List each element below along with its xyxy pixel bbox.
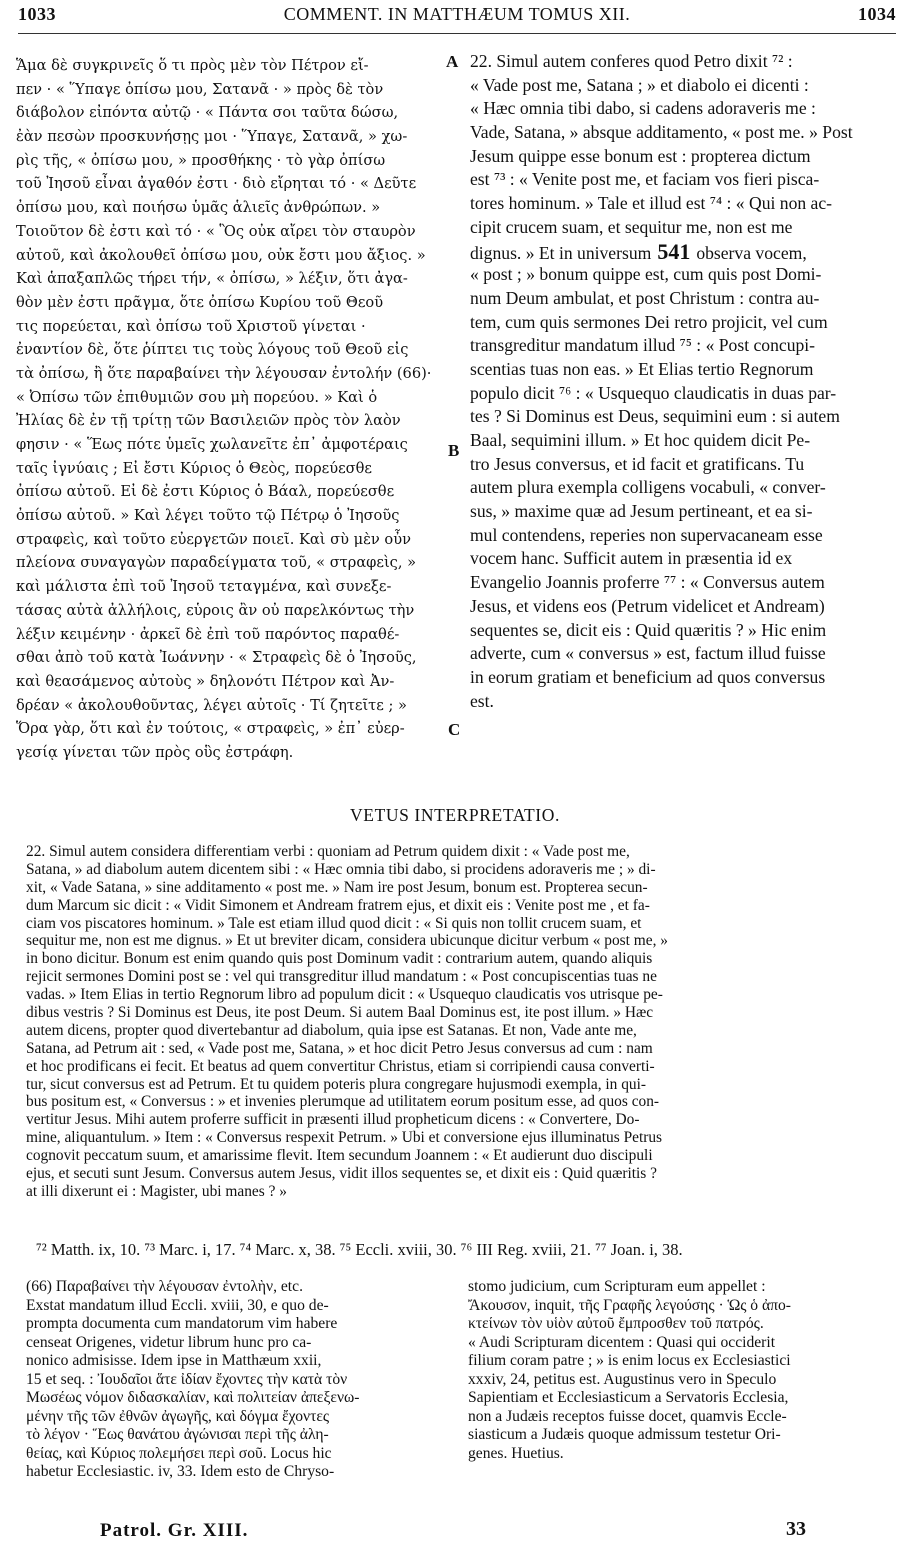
greek-line: Ἅμα δὲ συγκρινεῖς ὅ τι πρὸς μὲν τὸν Πέτρον εἴ- [16, 57, 369, 74]
greek-line: « Ὀπίσω τῶν ἐπιθυμιῶν σου μὴ πορεύου. » Καὶ ὁ [16, 388, 378, 406]
vetus-line: in bono dicitur. Bonum est enim quando quis post Dominum vadit : contrarium autem, quando aliquis [26, 950, 653, 968]
column-number-left: 1033 [18, 4, 56, 24]
greek-line: τοῦ Ἰησοῦ εἶναι ἀγαθόν ἐστι · διὸ εἴρηται τό · « Δεῦτε [16, 175, 417, 193]
latin-line: adverte, cum « conversus » est, factum illud fuisse [470, 643, 826, 664]
note-line: Exstat mandatum illud Eccli. xviii, 30, e quo de- [26, 1296, 329, 1314]
greek-line: γεσίᾳ γίνεται τῶν πρὸς οὓς ἐστράφη. [16, 743, 294, 761]
note-line: μένην τῆς τῶν ἐθνῶν ἀγωγῆς, καὶ δόγμα ἔχοντες [26, 1407, 330, 1425]
column-number-right: 1034 [858, 4, 896, 24]
greek-line: αὐτοῦ, καὶ ἀκολουθεῖ ὀπίσω μου, οὐκ ἔστι μου ἄξιος. » [16, 246, 426, 264]
greek-line: Καὶ ἁπαξαπλῶς τήρει τήν, « ὀπίσω, » λέξιν, ὅτι ἀγα- [16, 270, 408, 288]
latin-line: sus, » maxime quæ ad Jesum pertineant, et ea si- [470, 501, 813, 522]
greek-line: ὀπίσω αὐτοῦ. Εἰ δὲ ἐστι Κύριος ὁ Βάαλ, πορεύεσθε [16, 483, 395, 501]
latin-line: populo dicit ⁷⁶ : « Usquequo claudicatis in duas par- [470, 382, 837, 403]
margin-letter-b: B [448, 441, 460, 460]
greek-line: ἐὰν πεσὼν προσκυνήσῃς μοι · Ὕπαγε, Σατανᾶ, » χω- [16, 128, 408, 146]
latin-line: tem, cum quis sermones Dei retro projicit, vel cum [470, 311, 828, 332]
vetus-line: 22. Simul autem considera differentiam verbi : quoniam ad Petrum quidem dixit : « Vade post me, [26, 843, 630, 860]
latin-line: 22. Simul autem conferes quod Petro dixit ⁷² : [470, 51, 793, 71]
vetus-line: cognovit peccatum suum, et amarissime flevit. Item secundum Joannem : « Et audierunt duo discipuli [26, 1147, 653, 1165]
greek-line: φησιν · « Ἕως πότε ὑμεῖς χωλανεῖτε ἐπ᾽ ἀμφοτέραις [16, 436, 408, 453]
latin-text-column [470, 50, 900, 713]
vetus-line: mine, aliquantulum. » Item : « Conversus respexit Petrum. » Ubi et conversione ejus illuminatus Petrus [26, 1129, 663, 1147]
latin-line: « Vade post me, Satana ; » et diabolo ei dicenti : [470, 74, 809, 95]
greek-line: στραφεὶς, καὶ τοῦτο εὐεργετῶν ποιεῖ. Καὶ σὺ μὲν οὖν [16, 530, 411, 548]
latin-line: num Deum ambulat, et post Christum : contra au- [470, 287, 820, 308]
greek-line: τάσας αὐτὰ ἀλλήλοις, εὑροις ἂν οὐ παρελκόντως τὴν [16, 601, 415, 619]
notes-right-column [468, 1278, 898, 1463]
note-line: stomo judicium, cum Scripturam eum appellet : [468, 1278, 766, 1295]
greek-line: Ὅρα γὰρ, ὅτι καὶ ἐν τούτοις, « στραφεὶς, » ἐπ᾽ εὐερ- [16, 720, 405, 738]
note-line: τὸ λέγον · Ἕως θανάτου ἀγώνισαι περὶ τῆς ἀλη- [26, 1426, 329, 1443]
greek-line: δρέαν « ἀκολουθοῦντας, λέγει αὐτοῖς · Τί ζητεῖτε ; » [16, 696, 407, 714]
greek-text-column [16, 54, 446, 765]
greek-line: τὰ ὀπίσω, ἢ ὅτε παραβαίνει τὴν λέγουσαν ἐντολήν (66)· [16, 364, 432, 382]
latin-line: est. [470, 690, 494, 711]
greek-line: διάβολον εἰπόντα αὐτῷ · « Πάντα σοι ταῦτα δώσω, [16, 104, 399, 122]
greek-line: ρὶς τῆς, « ὀπίσω μου, » προσθήκης · τὸ γὰρ ὀπίσω [16, 151, 386, 169]
latin-line: sequentes se, dicit eis : Quid quæritis ? » Hic enim [470, 619, 827, 640]
latin-line: tro Jesus conversus, et id facit et gratificans. Tu [470, 453, 805, 474]
latin-line: tores hominum. » Tale et illud est ⁷⁴ : « Qui non ac- [470, 193, 833, 214]
greek-line: θὸν μὲν ἐστι πρᾶγμα, ὅτε ὀπίσω Κυρίου τοῦ Θεοῦ [16, 293, 384, 311]
latin-line: scentias tuas non eas. » Et Elias tertio Regnorum [470, 358, 814, 379]
greek-line: καὶ θεασάμενος αὐτοὺς » δηλονότι Πέτρον καὶ Ἀν- [16, 672, 395, 690]
note-line: κτείνων τὸν υἱὸν αὐτοῦ ἔμπροσθεν τοῦ πατρός. [468, 1315, 764, 1332]
footnotes: ⁷² Matth. ix, 10. ⁷³ Marc. i, 17. ⁷⁴ Marc. x, 38. ⁷⁵ Eccli. xviii, 30. ⁷⁶ III Reg. xviii, 21. ⁷⁷ Joan. i, 38. [36, 1240, 683, 1259]
latin-line-text: dignus. » Et in universum [470, 242, 652, 263]
latin-line: Evangelio Joannis proferre ⁷⁷ : « Conversus autem [470, 572, 825, 593]
greek-line: ταῖς ἰγνύαις ; Εἰ ἔστι Κύριος ὁ Θεὸς, πορεύεσθε [16, 459, 372, 477]
latin-line: « post ; » bonum quippe est, cum quis post Domi- [470, 264, 822, 285]
greek-line: καὶ μάλιστα ἐπὶ τοῦ Ἰησοῦ τεταγμένα, καὶ συνεξε- [16, 578, 392, 596]
note-line: θείας, καὶ Κύριος πολεμήσει περὶ σοῦ. Locus hic [26, 1444, 332, 1462]
notes-left-column [26, 1278, 458, 1482]
latin-line: Baal, sequimini illum. » Et hoc quidem dicit Pe- [470, 430, 811, 450]
vetus-line: xit, « Vade Satana, » sine additamento « post me. » Nam ire post Jesum, bonum est. Propterea secun- [26, 878, 648, 896]
note-line: siasticum a Judæis quoque admissum testetur Ori- [468, 1426, 781, 1443]
vetus-line: tur, sicut conversus est ad Petrum. Et tu quidem poteris plura congregare hujusmodi exempla, in qui- [26, 1075, 646, 1093]
note-line: genes. Huetius. [468, 1444, 564, 1462]
latin-line: transgreditur mandatum illud ⁷⁵ : « Post concupi- [470, 335, 816, 356]
latin-line: mul contendens, reperies non supervacaneam esse [470, 524, 823, 545]
greek-line: Τοιοῦτον δὲ ἐστι καὶ τό · « Ὃς οὐκ αἴρει τὸν σταυρὸν [16, 222, 416, 240]
greek-line: ἐναντίον δὲ, ὅτε ῥίπτει τις τοὺς λόγους τοῦ Θεοῦ εἰς [16, 341, 409, 359]
note-line: nonico admisisse. Idem ipse in Matthæum xxii, [26, 1352, 322, 1369]
running-title: COMMENT. IN MATTHÆUM TOMUS XII. [283, 4, 631, 24]
note-line: (66) Παραβαίνει τὴν λέγουσαν ἐντολὴν, etc. [26, 1278, 303, 1295]
vetus-line: sequitur me, non est me dignus. » Et ut breviter dicam, considera ubicunque dicitur verbum « post me, » [26, 932, 668, 950]
vetus-line: vadas. » Item Elias in tertio Regnorum libro ad populum dicit : « Usquequo claudicatis vos utrisque pe- [26, 986, 663, 1004]
vetus-line: dibus vestris ? Si Dominus est Deus, ite post Deum. Si autem Baal Dominus est, ite post illum. » Hæc [26, 1004, 654, 1022]
vetus-line: at illi dixerunt ei : Magister, ubi manes ? » [26, 1182, 287, 1200]
greek-line: πεν · « Ὕπαγε ὀπίσω μου, Σατανᾶ · » πρὸς δὲ τὸν [16, 80, 384, 98]
vetus-line: Satana, ad Petrum ait : sed, « Vade post me, Satana, » et hoc dicit Petro Jesus conversus ad cum : nam [26, 1039, 653, 1057]
latin-line: Jesum quippe esse bonum est : propterea dictum [470, 145, 811, 166]
margin-letter-a: A [446, 52, 459, 71]
latin-line-text: observa vocem, [696, 242, 807, 263]
greek-line: ὀπίσω μου, καὶ ποιήσω ὑμᾶς ἁλιεῖς ἀνθρώπων. » [16, 199, 381, 217]
latin-line: vocem hanc. Sufficit autem in præsentia id ex [470, 548, 793, 569]
note-line: prompta documenta cum mandatorum vim habere [26, 1315, 338, 1332]
greek-line: τις πορεύεται, καὶ ὀπίσω τοῦ Χριστοῦ γίνεται · [16, 317, 366, 335]
latin-line: Vade, Satana, » absque additamento, « post me. » Post [470, 122, 853, 143]
note-line: Sapientiam et Ecclesiasticum a Servatoris Ecclesia, [468, 1389, 789, 1406]
note-line: xxxiv, 24, petitus est. Augustinus vero in Speculo [468, 1370, 777, 1388]
vetus-line: vertitur Jesus. Mihi autem proferre sufficit in præsenti illud propheticum dicens : « Convertere, Do- [26, 1111, 640, 1129]
vetus-line: dum Marcum sic dicit : « Vidit Simonem et Andream fratrem ejus, et dixit eis : Venite post me , et fa- [26, 896, 650, 914]
margin-letter-c: C [448, 720, 461, 739]
latin-line: in eorum gratiam et beneficium ad quos conversus [470, 666, 826, 687]
vetus-line: ciam vos piscatores hominum. » Tale est etiam illud quod dicit : « Si quis non tollit crucem suam, et [26, 914, 642, 932]
note-line: 15 et seq. : Ἰουδαῖοι ἅτε ἰδίαν ἔχοντες τὴν κατὰ τὸν [26, 1370, 348, 1388]
vetus-line: bus positum est, « Conversus : » et invenies plerumque ad utilitatem eorum positum esse, ad quos con- [26, 1093, 660, 1111]
note-line: Μωσέως νόμον διδασκαλίαν, καὶ πολιτείαν ἀπεξενω- [26, 1389, 360, 1406]
vetus-line: autem dicens, propter quod divertebantur ad diabolum, quia ipse est Satanas. Et non, Vade ante me, [26, 1021, 637, 1039]
note-line: censeat Origenes, videtur librum hunc pro ca- [26, 1333, 312, 1351]
latin-line: est ⁷³ : « Venite post me, et faciam vos fieri pisca- [470, 169, 820, 190]
latin-line: « Hæc omnia tibi dabo, si cadens adoraveris me : [470, 98, 816, 119]
latin-line: autem plura exempla colligens vocabuli, « conver- [470, 477, 826, 498]
latin-line: Jesus, et videns eos (Petrum videlicet et Andream) [470, 595, 825, 616]
note-line: habetur Ecclesiastic. iv, 33. Idem esto de Chryso- [26, 1463, 335, 1480]
vetus-interpretatio-text [26, 843, 896, 1201]
section-title: VETUS INTERPRETATIO. [350, 805, 560, 825]
note-line: Ἄκουσον, inquit, τῆς Γραφῆς λεγούσης · Ὡς ὁ ἀπο- [468, 1296, 791, 1314]
header-rule [18, 33, 896, 34]
column-marker-number: 541 [657, 239, 691, 264]
note-line: filium coram patre ; » is enim locus ex Ecclesiastici [468, 1352, 791, 1369]
greek-line: Ἠλίας δὲ ἐν τῇ τρίτῃ τῶν Βασιλειῶν πρὸς τὸν λαὸν [16, 412, 401, 430]
vetus-line: rejicit sermones Domini post se : vel qui transgreditur illud mandatum : « Post concupiscentias tuas ne [26, 968, 657, 986]
latin-line [470, 240, 900, 264]
greek-line: ὀπίσω αὐτοῦ. » Καὶ λέγει τοῦτο τῷ Πέτρῳ ὁ Ἰησοῦς [16, 507, 400, 525]
greek-line: πλείονα συναγαγὼν παραδείγματα τοῦ, « στραφεὶς, » [16, 554, 417, 572]
greek-line: σθαι ἀπὸ τοῦ κατὰ Ἰωάννην · « Στραφεὶς δὲ ὁ Ἰησοῦς, [16, 649, 417, 667]
running-header [18, 4, 896, 34]
footer-signature: 33 [786, 1518, 806, 1540]
greek-line: λέξιν κειμένην · ἀρκεῖ δὲ ἐπὶ τοῦ παρόντος παραθέ- [16, 625, 400, 643]
note-line: « Audi Scripturam dicentem : Quasi qui occiderit [468, 1333, 776, 1351]
note-line: non a Judæis receptos fuisse docet, quamvis Eccle- [468, 1407, 787, 1425]
footer-volume: Patrol. Gr. XIII. [100, 1520, 249, 1541]
vetus-line: Satana, » ad diabolum autem dicentem sibi : « Hæc omnia tibi dabo, si procidens adoraveris me ; » di- [26, 860, 656, 878]
vetus-line: et hoc prodificans ei fecit. Et beatus ad quem convertitur Christus, etiam si corripiendi causa converti- [26, 1057, 655, 1075]
latin-line: cipit crucem suam, et sequitur me, non est me [470, 216, 793, 237]
latin-line: tes ? Si Dominus est Deus, sequimini eum : si autem [470, 406, 840, 427]
vetus-line: ejus, et secuti sunt Jesum. Conversus autem Jesus, vidit illos sequentes se, et dixit eis : Quid quæritis ? [26, 1165, 657, 1183]
